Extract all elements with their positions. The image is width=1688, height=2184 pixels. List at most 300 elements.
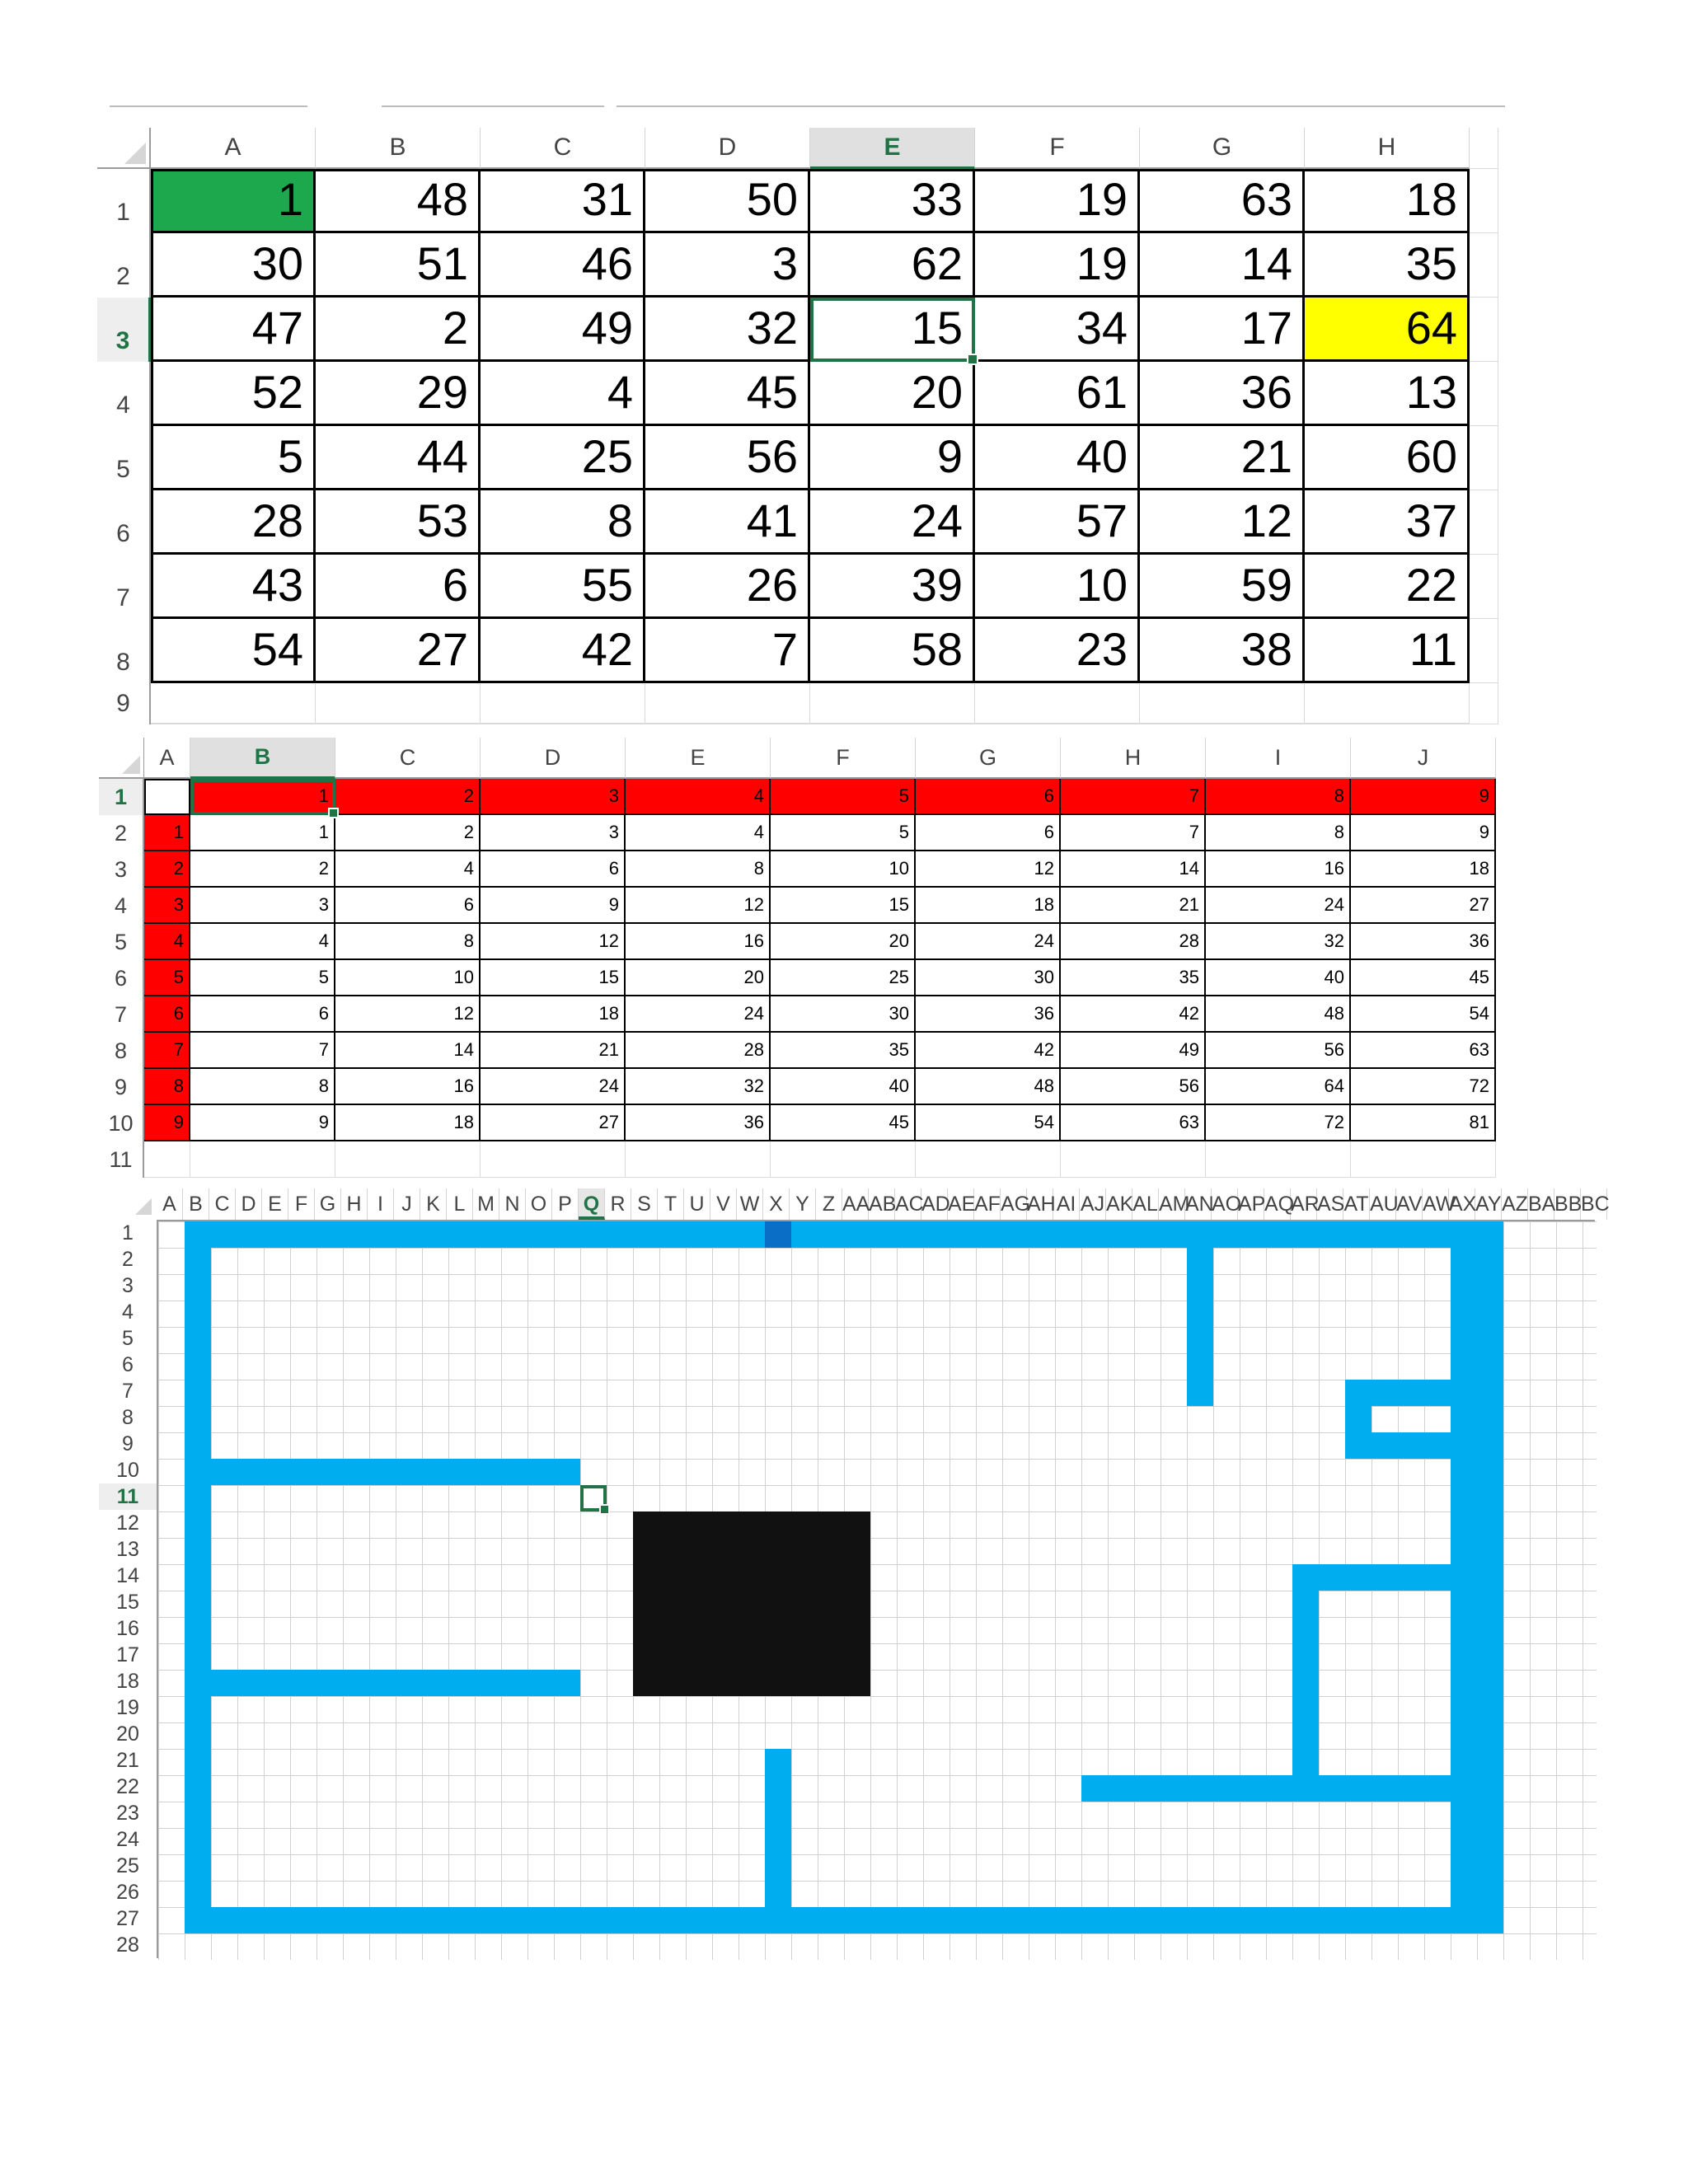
cell-J3[interactable]: 18 — [1351, 851, 1496, 888]
cell-B7[interactable]: 6 — [190, 996, 335, 1033]
cell-D3[interactable]: 6 — [481, 851, 626, 888]
cell-H9[interactable]: 56 — [1061, 1069, 1206, 1105]
column-header-A[interactable]: A — [144, 738, 190, 779]
cell-blank-2[interactable] — [1470, 233, 1498, 298]
row-header-1[interactable]: 1 — [99, 779, 144, 815]
cell-D4[interactable]: 9 — [481, 888, 626, 924]
column-header-R[interactable]: R — [605, 1188, 631, 1220]
cell-D8[interactable]: 21 — [481, 1033, 626, 1069]
column-header-AD[interactable]: AD — [921, 1188, 948, 1220]
column-header-AH[interactable]: AH — [1027, 1188, 1053, 1220]
cell-D2[interactable]: 3 — [645, 233, 810, 298]
column-header-AX[interactable]: AX — [1449, 1188, 1475, 1220]
cell-D7[interactable]: 26 — [645, 555, 810, 619]
cell-A3[interactable]: 47 — [151, 298, 316, 362]
column-header-AS[interactable]: AS — [1317, 1188, 1343, 1220]
cell-H6[interactable]: 37 — [1305, 490, 1470, 555]
row-header-8[interactable]: 8 — [99, 1033, 144, 1069]
cell-H11[interactable] — [1061, 1141, 1206, 1178]
row-header-1[interactable]: 1 — [97, 169, 151, 233]
cell-H5[interactable]: 60 — [1305, 426, 1470, 490]
cell-I4[interactable]: 24 — [1206, 888, 1351, 924]
cell-F5[interactable]: 20 — [771, 924, 916, 960]
column-header-S[interactable]: S — [631, 1188, 658, 1220]
row-header-4[interactable]: 4 — [122, 1301, 134, 1324]
cell-H7[interactable]: 42 — [1061, 996, 1206, 1033]
cell-G9[interactable]: 48 — [916, 1069, 1061, 1105]
column-header-J[interactable]: J — [394, 1188, 420, 1220]
cell-C5[interactable]: 25 — [481, 426, 645, 490]
cell-G4[interactable]: 36 — [1140, 362, 1305, 426]
select-all-corner[interactable] — [97, 128, 151, 169]
row-header-19[interactable]: 19 — [116, 1696, 139, 1719]
row-header-4[interactable]: 4 — [97, 362, 151, 426]
cell-C1[interactable]: 2 — [335, 779, 481, 815]
cell-C2[interactable]: 2 — [335, 815, 481, 851]
row-header-2[interactable]: 2 — [97, 233, 151, 298]
cell-E9[interactable]: 32 — [626, 1069, 771, 1105]
cell-D11[interactable] — [481, 1141, 626, 1178]
row-header-8[interactable]: 8 — [97, 619, 151, 683]
row-header-7[interactable]: 7 — [97, 555, 151, 619]
cell-J5[interactable]: 36 — [1351, 924, 1496, 960]
cell-D7[interactable]: 18 — [481, 996, 626, 1033]
cell-D5[interactable]: 12 — [481, 924, 626, 960]
cell-A2[interactable]: 30 — [151, 233, 316, 298]
cell-J8[interactable]: 63 — [1351, 1033, 1496, 1069]
cell-A7[interactable]: 6 — [144, 996, 190, 1033]
active-cell[interactable] — [580, 1485, 607, 1511]
cell-E2[interactable]: 62 — [810, 233, 975, 298]
column-header-AG[interactable]: AG — [1001, 1188, 1027, 1220]
cell-F1[interactable]: 5 — [771, 779, 916, 815]
cell-E11[interactable] — [626, 1141, 771, 1178]
column-header-A[interactable]: A — [157, 1188, 183, 1220]
cell-A11[interactable] — [144, 1141, 190, 1178]
column-header-AE[interactable]: AE — [948, 1188, 974, 1220]
row-header-10[interactable]: 10 — [116, 1459, 139, 1482]
column-header-AQ[interactable]: AQ — [1264, 1188, 1291, 1220]
column-header-D[interactable]: D — [645, 128, 810, 169]
cell-H8[interactable]: 49 — [1061, 1033, 1206, 1069]
column-header-E[interactable]: E — [810, 128, 975, 169]
cell-A5[interactable]: 4 — [144, 924, 190, 960]
select-all-corner[interactable] — [99, 1188, 157, 1220]
cell-G3[interactable]: 12 — [916, 851, 1061, 888]
column-header-F[interactable]: F — [771, 738, 916, 779]
cell-A5[interactable]: 5 — [151, 426, 316, 490]
cell-E9[interactable] — [810, 683, 975, 724]
row-header-27[interactable]: 27 — [116, 1907, 139, 1930]
row-header-3[interactable]: 3 — [122, 1274, 134, 1297]
cell-I8[interactable]: 56 — [1206, 1033, 1351, 1069]
column-header-E[interactable]: E — [626, 738, 771, 779]
cell-E8[interactable]: 58 — [810, 619, 975, 683]
cell-B3[interactable]: 2 — [190, 851, 335, 888]
column-header-W[interactable]: W — [737, 1188, 763, 1220]
cell-D6[interactable]: 15 — [481, 960, 626, 996]
cell-B4[interactable]: 3 — [190, 888, 335, 924]
column-header-AW[interactable]: AW — [1423, 1188, 1449, 1220]
cell-J9[interactable]: 72 — [1351, 1069, 1496, 1105]
cell-B2[interactable]: 51 — [316, 233, 481, 298]
cell-C3[interactable]: 49 — [481, 298, 645, 362]
row-header-21[interactable]: 21 — [116, 1749, 139, 1772]
row-header-23[interactable]: 23 — [116, 1802, 139, 1825]
cell-C6[interactable]: 8 — [481, 490, 645, 555]
cell-F3[interactable]: 34 — [975, 298, 1140, 362]
column-header-D[interactable]: D — [236, 1188, 262, 1220]
cell-C2[interactable]: 46 — [481, 233, 645, 298]
cell-A4[interactable]: 3 — [144, 888, 190, 924]
cell-B8[interactable]: 27 — [316, 619, 481, 683]
cell-H3[interactable]: 64 — [1305, 298, 1470, 362]
cell-G1[interactable]: 63 — [1140, 169, 1305, 233]
cell-E7[interactable]: 24 — [626, 996, 771, 1033]
column-header-D[interactable]: D — [481, 738, 626, 779]
row-header-9[interactable]: 9 — [97, 683, 151, 724]
cell-G8[interactable]: 38 — [1140, 619, 1305, 683]
cell-A3[interactable]: 2 — [144, 851, 190, 888]
cell-D6[interactable]: 41 — [645, 490, 810, 555]
row-header-4[interactable]: 4 — [99, 888, 144, 924]
cell-B11[interactable] — [190, 1141, 335, 1178]
cell-C3[interactable]: 4 — [335, 851, 481, 888]
column-header-V[interactable]: V — [710, 1188, 737, 1220]
cell-G8[interactable]: 42 — [916, 1033, 1061, 1069]
row-header-13[interactable]: 13 — [116, 1538, 139, 1561]
cell-E1[interactable]: 33 — [810, 169, 975, 233]
row-header-7[interactable]: 7 — [99, 996, 144, 1033]
cell-E10[interactable]: 36 — [626, 1105, 771, 1141]
cell-I9[interactable]: 64 — [1206, 1069, 1351, 1105]
column-header-E[interactable]: E — [262, 1188, 288, 1220]
column-header-AP[interactable]: AP — [1238, 1188, 1264, 1220]
cell-B5[interactable]: 4 — [190, 924, 335, 960]
cell-E3[interactable]: 15 — [810, 298, 975, 362]
column-header-AI[interactable]: AI — [1053, 1188, 1080, 1220]
cell-J1[interactable]: 9 — [1351, 779, 1496, 815]
cell-blank-6[interactable] — [1470, 490, 1498, 555]
cell-B9[interactable]: 8 — [190, 1069, 335, 1105]
cell-C8[interactable]: 42 — [481, 619, 645, 683]
column-header-Y[interactable]: Y — [790, 1188, 816, 1220]
column-header-B[interactable]: B — [183, 1188, 209, 1220]
cell-I1[interactable]: 8 — [1206, 779, 1351, 815]
cell-F8[interactable]: 23 — [975, 619, 1140, 683]
cell-E4[interactable]: 20 — [810, 362, 975, 426]
column-header-AU[interactable]: AU — [1370, 1188, 1396, 1220]
cell-G11[interactable] — [916, 1141, 1061, 1178]
column-header-AJ[interactable]: AJ — [1080, 1188, 1106, 1220]
row-header-17[interactable]: 17 — [116, 1643, 139, 1666]
cell-F6[interactable]: 57 — [975, 490, 1140, 555]
column-header-M[interactable]: M — [473, 1188, 499, 1220]
cell-E1[interactable]: 4 — [626, 779, 771, 815]
cell-D2[interactable]: 3 — [481, 815, 626, 851]
column-header-G[interactable]: G — [1140, 128, 1305, 169]
cell-A1[interactable]: 1 — [151, 169, 316, 233]
cell-C1[interactable]: 31 — [481, 169, 645, 233]
cell-A9[interactable] — [151, 683, 316, 724]
cell-G6[interactable]: 30 — [916, 960, 1061, 996]
cell-F4[interactable]: 61 — [975, 362, 1140, 426]
cell-E7[interactable]: 39 — [810, 555, 975, 619]
column-header-AM[interactable]: AM — [1159, 1188, 1185, 1220]
cell-G7[interactable]: 59 — [1140, 555, 1305, 619]
cell-H4[interactable]: 13 — [1305, 362, 1470, 426]
row-header-26[interactable]: 26 — [116, 1881, 139, 1904]
row-header-16[interactable]: 16 — [116, 1617, 139, 1640]
column-header-C[interactable]: C — [209, 1188, 236, 1220]
row-header-2[interactable]: 2 — [99, 815, 144, 851]
cell-G2[interactable]: 6 — [916, 815, 1061, 851]
cell-H8[interactable]: 11 — [1305, 619, 1470, 683]
column-header-H[interactable]: H — [341, 1188, 368, 1220]
cell-G7[interactable]: 36 — [916, 996, 1061, 1033]
cell-F11[interactable] — [771, 1141, 916, 1178]
cell-blank-7[interactable] — [1470, 555, 1498, 619]
column-header-C[interactable]: C — [335, 738, 481, 779]
cell-A8[interactable]: 54 — [151, 619, 316, 683]
cell-E5[interactable]: 16 — [626, 924, 771, 960]
column-header-H[interactable]: H — [1061, 738, 1206, 779]
cell-G9[interactable] — [1140, 683, 1305, 724]
column-header-O[interactable]: O — [526, 1188, 552, 1220]
cell-A1[interactable] — [144, 779, 190, 815]
cell-D1[interactable]: 3 — [481, 779, 626, 815]
column-header-AN[interactable]: AN — [1185, 1188, 1212, 1220]
cell-F4[interactable]: 15 — [771, 888, 916, 924]
cell-B3[interactable]: 2 — [316, 298, 481, 362]
cell-E8[interactable]: 28 — [626, 1033, 771, 1069]
column-header-K[interactable]: K — [420, 1188, 447, 1220]
row-header-6[interactable]: 6 — [122, 1353, 134, 1376]
column-header-B[interactable]: B — [316, 128, 481, 169]
column-header-B[interactable]: B — [190, 738, 335, 779]
column-header-Q[interactable]: Q — [579, 1188, 605, 1220]
cell-I7[interactable]: 48 — [1206, 996, 1351, 1033]
column-header-U[interactable]: U — [684, 1188, 710, 1220]
column-header-L[interactable]: L — [447, 1188, 473, 1220]
cell-J4[interactable]: 27 — [1351, 888, 1496, 924]
cell-E6[interactable]: 24 — [810, 490, 975, 555]
column-header-Z[interactable]: Z — [816, 1188, 842, 1220]
row-header-9[interactable]: 9 — [122, 1432, 134, 1455]
row-header-1[interactable]: 1 — [122, 1221, 134, 1244]
cell-I10[interactable]: 72 — [1206, 1105, 1351, 1141]
row-header-9[interactable]: 9 — [99, 1069, 144, 1105]
cell-D9[interactable] — [645, 683, 810, 724]
cell-B6[interactable]: 53 — [316, 490, 481, 555]
column-header-AF[interactable]: AF — [974, 1188, 1001, 1220]
row-header-22[interactable]: 22 — [116, 1775, 139, 1798]
cell-H1[interactable]: 7 — [1061, 779, 1206, 815]
cell-B1[interactable]: 1 — [190, 779, 335, 815]
row-header-10[interactable]: 10 — [99, 1105, 144, 1141]
column-header-AB[interactable]: AB — [869, 1188, 895, 1220]
cell-H5[interactable]: 28 — [1061, 924, 1206, 960]
cell-J11[interactable] — [1351, 1141, 1496, 1178]
cell-A7[interactable]: 43 — [151, 555, 316, 619]
row-header-28[interactable]: 28 — [116, 1933, 139, 1957]
column-header-BA[interactable]: BA — [1528, 1188, 1554, 1220]
column-header-T[interactable]: T — [658, 1188, 684, 1220]
cell-C11[interactable] — [335, 1141, 481, 1178]
cell-G6[interactable]: 12 — [1140, 490, 1305, 555]
cell-blank-4[interactable] — [1470, 362, 1498, 426]
column-header-J[interactable]: J — [1351, 738, 1496, 779]
column-header-F[interactable]: F — [288, 1188, 315, 1220]
select-all-corner[interactable] — [99, 738, 144, 779]
column-header-P[interactable]: P — [552, 1188, 579, 1220]
cell-F9[interactable] — [975, 683, 1140, 724]
cell-C4[interactable]: 6 — [335, 888, 481, 924]
cell-H7[interactable]: 22 — [1305, 555, 1470, 619]
row-header-5[interactable]: 5 — [99, 924, 144, 960]
cell-J2[interactable]: 9 — [1351, 815, 1496, 851]
cell-D9[interactable]: 24 — [481, 1069, 626, 1105]
cell-I6[interactable]: 40 — [1206, 960, 1351, 996]
cell-D4[interactable]: 45 — [645, 362, 810, 426]
cell-E4[interactable]: 12 — [626, 888, 771, 924]
row-header-2[interactable]: 2 — [122, 1248, 134, 1271]
cell-C9[interactable] — [481, 683, 645, 724]
row-header-18[interactable]: 18 — [116, 1670, 139, 1693]
row-header-24[interactable]: 24 — [116, 1828, 139, 1851]
cell-A8[interactable]: 7 — [144, 1033, 190, 1069]
row-header-15[interactable]: 15 — [116, 1591, 139, 1614]
cell-C8[interactable]: 14 — [335, 1033, 481, 1069]
cell-D10[interactable]: 27 — [481, 1105, 626, 1141]
row-header-5[interactable]: 5 — [122, 1327, 134, 1350]
cell-J6[interactable]: 45 — [1351, 960, 1496, 996]
cell-blank-1[interactable] — [1470, 169, 1498, 233]
cell-B8[interactable]: 7 — [190, 1033, 335, 1069]
cell-F7[interactable]: 10 — [975, 555, 1140, 619]
cell-I5[interactable]: 32 — [1206, 924, 1351, 960]
cell-H10[interactable]: 63 — [1061, 1105, 1206, 1141]
row-header-3[interactable]: 3 — [97, 298, 151, 362]
column-header-AK[interactable]: AK — [1106, 1188, 1132, 1220]
row-header-25[interactable]: 25 — [116, 1854, 139, 1877]
cell-B2[interactable]: 1 — [190, 815, 335, 851]
row-header-3[interactable]: 3 — [99, 851, 144, 888]
cell-D8[interactable]: 7 — [645, 619, 810, 683]
column-header-X[interactable]: X — [763, 1188, 790, 1220]
cell-A6[interactable]: 5 — [144, 960, 190, 996]
cell-blank-3[interactable] — [1470, 298, 1498, 362]
cell-B6[interactable]: 5 — [190, 960, 335, 996]
cell-F7[interactable]: 30 — [771, 996, 916, 1033]
cell-I2[interactable]: 8 — [1206, 815, 1351, 851]
cell-H9[interactable] — [1305, 683, 1470, 724]
cell-C4[interactable]: 4 — [481, 362, 645, 426]
cell-H3[interactable]: 14 — [1061, 851, 1206, 888]
cell-J10[interactable]: 81 — [1351, 1105, 1496, 1141]
cell-A6[interactable]: 28 — [151, 490, 316, 555]
cell-F6[interactable]: 25 — [771, 960, 916, 996]
row-header-8[interactable]: 8 — [122, 1406, 134, 1429]
column-header-A[interactable]: A — [151, 128, 316, 169]
row-header-7[interactable]: 7 — [122, 1380, 134, 1403]
cell-C9[interactable]: 16 — [335, 1069, 481, 1105]
cell-G2[interactable]: 14 — [1140, 233, 1305, 298]
cell-B5[interactable]: 44 — [316, 426, 481, 490]
column-header-BC[interactable]: BC — [1581, 1188, 1607, 1220]
row-header-11[interactable]: 11 — [99, 1141, 144, 1178]
cell-H2[interactable]: 7 — [1061, 815, 1206, 851]
column-header-I[interactable]: I — [1206, 738, 1351, 779]
cell-G1[interactable]: 6 — [916, 779, 1061, 815]
cell-H2[interactable]: 35 — [1305, 233, 1470, 298]
cell-H6[interactable]: 35 — [1061, 960, 1206, 996]
cell-D5[interactable]: 56 — [645, 426, 810, 490]
cell-F8[interactable]: 35 — [771, 1033, 916, 1069]
cell-F1[interactable]: 19 — [975, 169, 1140, 233]
cell-F2[interactable]: 19 — [975, 233, 1140, 298]
column-header-AT[interactable]: AT — [1343, 1188, 1370, 1220]
cell-J7[interactable]: 54 — [1351, 996, 1496, 1033]
column-header-G[interactable]: G — [916, 738, 1061, 779]
cell-B1[interactable]: 48 — [316, 169, 481, 233]
cell-A4[interactable]: 52 — [151, 362, 316, 426]
cell-D1[interactable]: 50 — [645, 169, 810, 233]
cell-A10[interactable]: 9 — [144, 1105, 190, 1141]
row-header-6[interactable]: 6 — [97, 490, 151, 555]
cell-F9[interactable]: 40 — [771, 1069, 916, 1105]
column-header-AY[interactable]: AY — [1475, 1188, 1502, 1220]
cell-F2[interactable]: 5 — [771, 815, 916, 851]
row-header-11[interactable]: 11 — [99, 1483, 157, 1510]
column-header-N[interactable]: N — [499, 1188, 526, 1220]
column-header-I[interactable]: I — [368, 1188, 394, 1220]
cell-C10[interactable]: 18 — [335, 1105, 481, 1141]
cell-B7[interactable]: 6 — [316, 555, 481, 619]
cell-C7[interactable]: 12 — [335, 996, 481, 1033]
cell-blank-8[interactable] — [1470, 619, 1498, 683]
cell-I11[interactable] — [1206, 1141, 1351, 1178]
cell-H4[interactable]: 21 — [1061, 888, 1206, 924]
column-header-AV[interactable]: AV — [1396, 1188, 1423, 1220]
cell-blank-9[interactable] — [1470, 683, 1498, 724]
row-header-5[interactable]: 5 — [97, 426, 151, 490]
column-header-AA[interactable]: AA — [842, 1188, 869, 1220]
cell-blank-5[interactable] — [1470, 426, 1498, 490]
cell-I3[interactable]: 16 — [1206, 851, 1351, 888]
cell-F5[interactable]: 40 — [975, 426, 1140, 490]
cell-B9[interactable] — [316, 683, 481, 724]
cell-C5[interactable]: 8 — [335, 924, 481, 960]
column-header-AC[interactable]: AC — [895, 1188, 921, 1220]
column-header-H[interactable]: H — [1305, 128, 1470, 169]
cell-B4[interactable]: 29 — [316, 362, 481, 426]
row-header-12[interactable]: 12 — [116, 1511, 139, 1535]
cell-B10[interactable]: 9 — [190, 1105, 335, 1141]
column-header-C[interactable]: C — [481, 128, 645, 169]
column-header-AL[interactable]: AL — [1132, 1188, 1159, 1220]
column-header-AZ[interactable]: AZ — [1502, 1188, 1528, 1220]
cell-G10[interactable]: 54 — [916, 1105, 1061, 1141]
cell-F10[interactable]: 45 — [771, 1105, 916, 1141]
row-header-14[interactable]: 14 — [116, 1564, 139, 1587]
column-header-AR[interactable]: AR — [1291, 1188, 1317, 1220]
column-header-G[interactable]: G — [315, 1188, 341, 1220]
cell-H1[interactable]: 18 — [1305, 169, 1470, 233]
cell-A2[interactable]: 1 — [144, 815, 190, 851]
cell-E6[interactable]: 20 — [626, 960, 771, 996]
column-header-BB[interactable]: BB — [1554, 1188, 1581, 1220]
